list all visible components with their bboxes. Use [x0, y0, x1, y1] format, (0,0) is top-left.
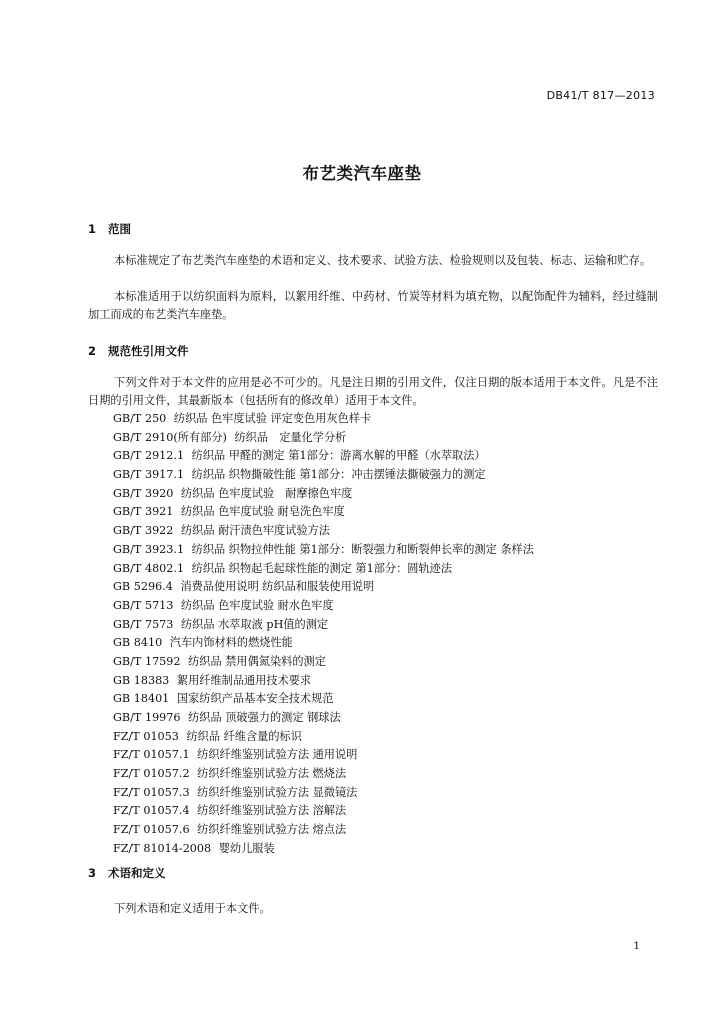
list-item: GB 5296.4 消费品使用说明 纺织品和服装使用说明 [113, 580, 375, 594]
section-heading-scope [88, 221, 131, 237]
paragraph: 本标准规定了布艺类汽车座垫的术语和定义、技术要求、试验方法、检验规则以及包装、标志、运输和贮存。 [114, 254, 652, 267]
list-item: FZ/T 01057.6 纺织纤维鉴别试验方法 熔点法 [113, 823, 347, 837]
list-item: FZ/T 01057.1 纺织纤维鉴别试验方法 通用说明 [113, 748, 358, 762]
list-item: FZ/T 01057.4 纺织纤维鉴别试验方法 溶解法 [113, 804, 347, 818]
list-item: GB/T 3922 纺织品 耐汗渍色牢度试验方法 [113, 524, 330, 538]
list-item: FZ/T 01057.3 纺织纤维鉴别试验方法 显微镜法 [113, 785, 358, 799]
section-title: 规范性引用文件 [108, 344, 189, 358]
list-item: GB/T 3921 纺织品 色牢度试验 耐皂洗色牢度 [113, 505, 345, 519]
list-item: GB 18383 絮用纤维制品通用技术要求 [113, 673, 312, 687]
list-item: GB/T 3923.1 纺织品 织物拉伸性能 第1部分：断裂强力和断裂伸长率的测定 条样法 [113, 542, 534, 556]
section-number: 3 [88, 866, 97, 880]
paragraph: 本标准适用于以纺织面料为原料，以絮用纤维、中药材、竹炭等材料为填充物，以配饰配件为辅料，经过缝制加工而成的布艺类汽车座垫。 [88, 290, 658, 321]
list-item: GB/T 7573 纺织品 水萃取液 pH值的测定 [113, 617, 329, 631]
list-item: FZ/T 01057.2 纺织纤维鉴别试验方法 燃烧法 [113, 767, 347, 781]
paragraph: 下列术语和定义适用于本文件。 [114, 902, 271, 915]
list-item: GB/T 2910(所有部分) 纺织品 定量化学分析 [113, 430, 347, 444]
list-item: GB 8410 汽车内饰材料的燃烧性能 [113, 636, 293, 650]
section-title: 术语和定义 [108, 866, 166, 880]
list-item: GB/T 2912.1 纺织品 甲醛的测定 第1部分：游离水解的甲醛（水萃取法） [113, 449, 486, 463]
section-number: 2 [88, 344, 97, 358]
reference-list [113, 410, 534, 859]
list-item: GB/T 250 纺织品 色牢度试验 评定变色用灰色样卡 [113, 412, 372, 425]
list-item: GB/T 19976 纺织品 顶破强力的测定 钢球法 [113, 711, 341, 724]
list-item: GB/T 3920 纺织品 色牢度试验 耐摩擦色牢度 [113, 486, 353, 500]
document-title: 布艺类汽车座垫 [302, 164, 422, 183]
paragraph: 下列文件对于本文件的应用是必不可少的。凡是注日期的引用文件，仅注日期的版本适用于本文件。凡是不注日期的引用文件，其最新版本（包括所有的修改单）适用于本文件。 [88, 376, 658, 407]
list-item: GB/T 3917.1 纺织品 织物撕破性能 第1部分：冲击摆锤法撕破强力的测定 [113, 468, 486, 482]
section-heading-normative-references [88, 343, 189, 359]
section-title: 范围 [108, 222, 131, 236]
list-item: GB/T 17592 纺织品 禁用偶氮染料的测定 [113, 654, 326, 668]
list-item: FZ/T 01053 纺织品 纤维含量的标识 [113, 729, 302, 743]
list-item: GB/T 5713 纺织品 色牢度试验 耐水色牢度 [113, 598, 334, 612]
list-item: FZ/T 81014-2008 婴幼儿服装 [113, 841, 275, 855]
section-number: 1 [88, 222, 97, 236]
document-code: DB41/T 817—2013 [546, 89, 655, 102]
list-item: GB/T 4802.1 纺织品 织物起毛起球性能的测定 第1部分：圆轨迹法 [113, 561, 453, 575]
list-item: GB 18401 国家纺织产品基本安全技术规范 [113, 692, 334, 706]
page-number: 1 [633, 940, 640, 952]
section-heading-terms-definitions [88, 865, 166, 881]
